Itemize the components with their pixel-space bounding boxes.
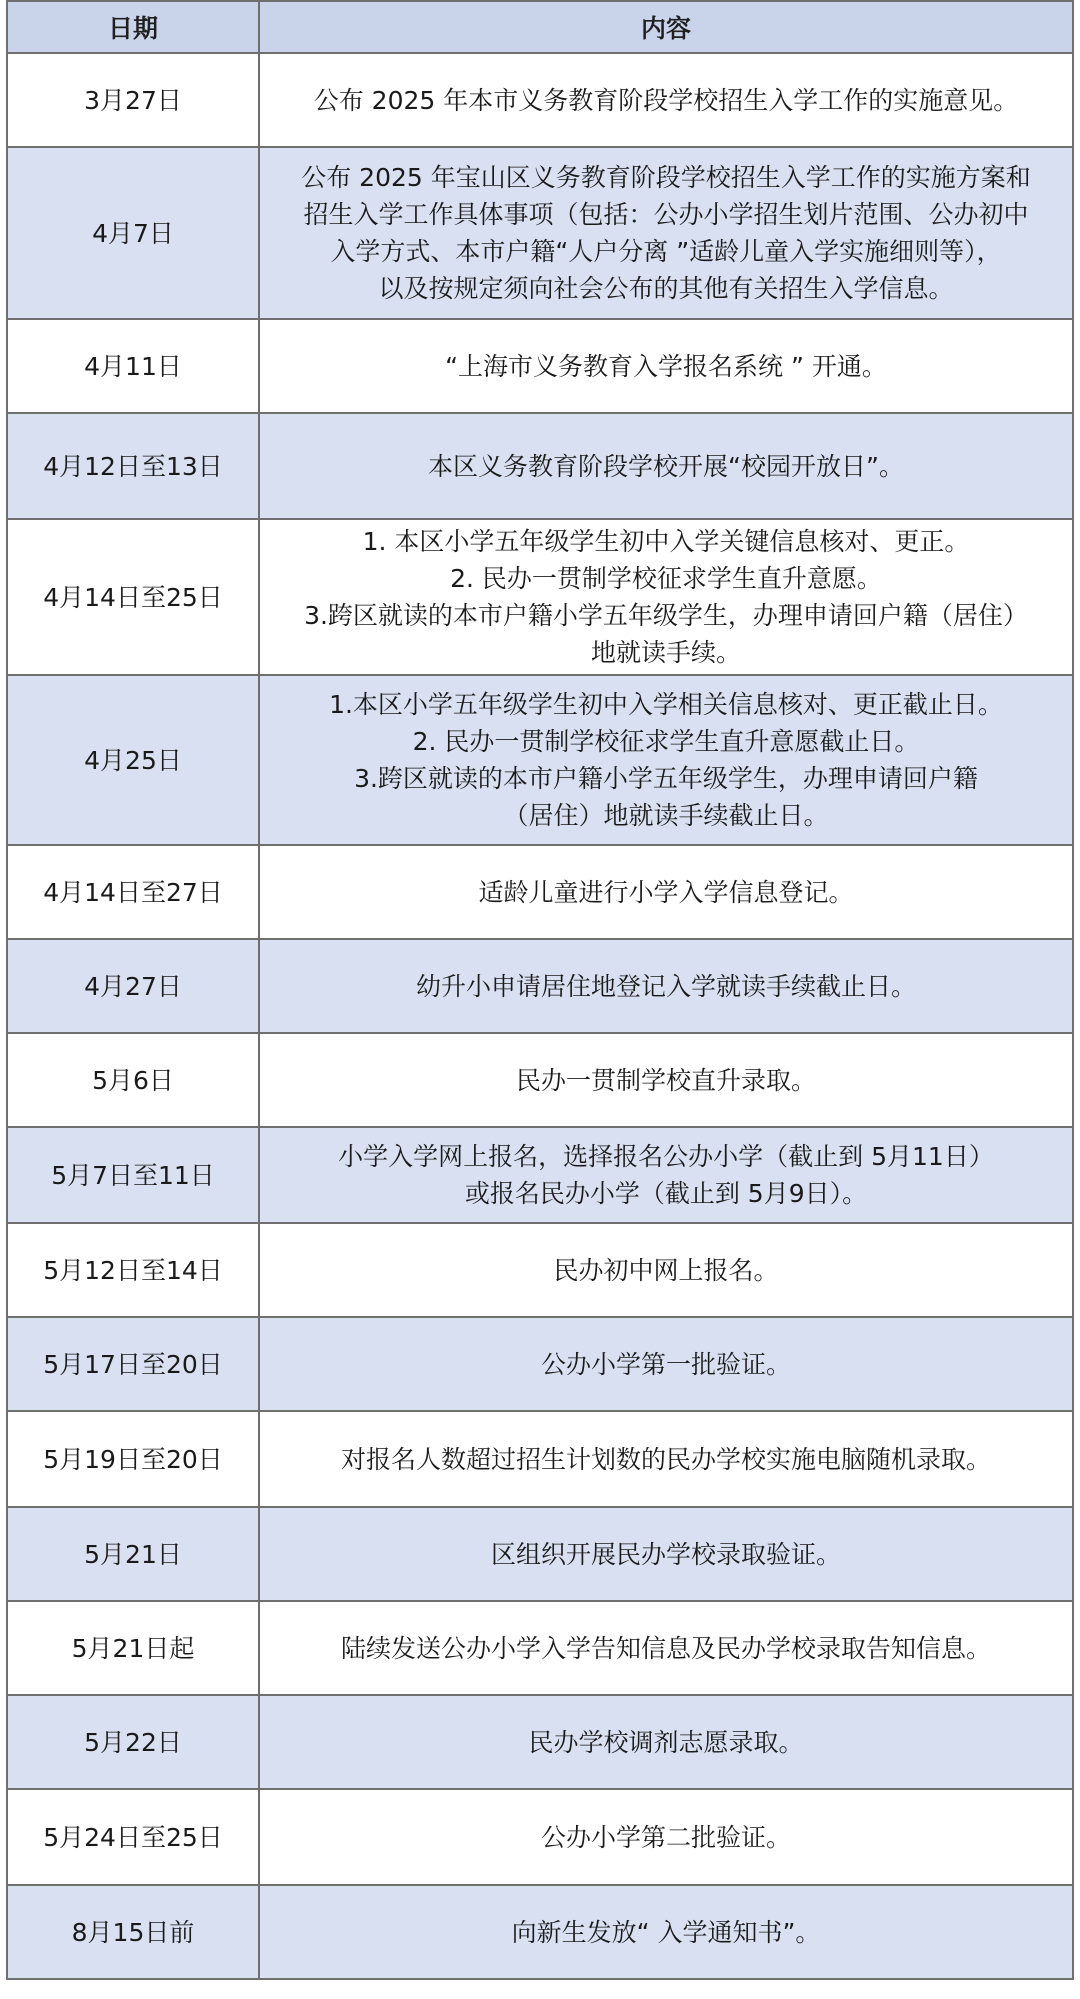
content-line: 1. 本区小学五年级学生初中入学关键信息核对、更正。 — [362, 527, 970, 556]
row-date-cell: 3月27日 — [7, 53, 259, 147]
content-line: 陆续发送公办小学入学告知信息及民办学校录取告知信息。 — [340, 1633, 991, 1663]
content-line: 公布 2025 年宝山区义务教育阶段学校招生入学工作的实施方案和 — [301, 163, 1031, 192]
content-line: 适龄儿童进行小学入学信息登记。 — [478, 877, 854, 907]
column-header-date: 日期 — [7, 1, 259, 53]
row-content-cell — [259, 1033, 1073, 1127]
row-date-cell: 4月27日 — [7, 939, 259, 1033]
content-line: 本区义务教育阶段学校开展“校园开放日”。 — [428, 451, 904, 481]
content-line: 3.跨区就读的本市户籍小学五年级学生，办理申请回户籍 — [354, 764, 978, 793]
row-date-cell: 8月15日前 — [7, 1885, 259, 1979]
content-line: 2. 民办一贯制学校征求学生直升意愿。 — [450, 564, 882, 593]
table-row — [7, 1223, 1073, 1317]
content-line: 对报名人数超过招生计划数的民办学校实施电脑随机录取。 — [340, 1444, 991, 1474]
row-content-cell — [259, 53, 1073, 147]
row-content-cell — [259, 147, 1073, 319]
table-row — [7, 1601, 1073, 1695]
table-row — [7, 1127, 1073, 1223]
row-content-cell — [259, 845, 1073, 939]
row-content-cell — [259, 1507, 1073, 1601]
row-date-cell: 5月21日起 — [7, 1601, 259, 1695]
row-date-cell: 5月22日 — [7, 1695, 259, 1789]
content-line: 公办小学第二批验证。 — [540, 1822, 791, 1852]
column-header-content: 内容 — [259, 1, 1073, 53]
table-header-row — [7, 1, 1073, 53]
content-line: 民办初中网上报名。 — [553, 1255, 779, 1285]
row-date-cell: 5月24日至25日 — [7, 1789, 259, 1885]
table-row — [7, 413, 1073, 519]
content-line: 招生入学工作具体事项（包括：公办小学招生划片范围、公办初中 — [303, 200, 1029, 229]
row-date-cell: 5月6日 — [7, 1033, 259, 1127]
row-date-cell: 5月19日至20日 — [7, 1411, 259, 1507]
table-row — [7, 1317, 1073, 1411]
row-date-cell: 4月14日至27日 — [7, 845, 259, 939]
row-content-cell — [259, 1127, 1073, 1223]
content-line: （居住）地就读手续截止日。 — [503, 801, 829, 830]
row-content-cell — [259, 1317, 1073, 1411]
table-row — [7, 1695, 1073, 1789]
row-content-cell — [259, 319, 1073, 413]
row-content-cell — [259, 939, 1073, 1033]
enrollment-schedule-table — [6, 0, 1074, 1980]
table-body — [7, 53, 1073, 1979]
schedule-document — [6, 0, 1072, 1980]
content-line: 公布 2025 年本市义务教育阶段学校招生入学工作的实施意见。 — [313, 85, 1019, 115]
content-line: 区组织开展民办学校录取验证。 — [490, 1539, 841, 1569]
content-line: 幼升小申请居住地登记入学就读手续截止日。 — [415, 971, 916, 1001]
row-date-cell: 4月14日至25日 — [7, 519, 259, 675]
row-date-cell: 5月17日至20日 — [7, 1317, 259, 1411]
row-date-cell: 5月21日 — [7, 1507, 259, 1601]
row-content-cell — [259, 1223, 1073, 1317]
row-content-cell — [259, 675, 1073, 845]
table-row — [7, 845, 1073, 939]
content-line: “上海市义务教育入学报名系统 ” 开通。 — [445, 351, 887, 381]
content-line: 1.本区小学五年级学生初中入学相关信息核对、更正截止日。 — [329, 690, 1003, 719]
row-date-cell: 4月12日至13日 — [7, 413, 259, 519]
table-row — [7, 319, 1073, 413]
row-content-cell — [259, 1789, 1073, 1885]
table-row — [7, 1885, 1073, 1979]
row-date-cell: 4月7日 — [7, 147, 259, 319]
table-row — [7, 675, 1073, 845]
table-row — [7, 53, 1073, 147]
row-content-cell — [259, 519, 1073, 675]
content-line: 民办学校调剂志愿录取。 — [528, 1727, 804, 1757]
row-date-cell: 4月11日 — [7, 319, 259, 413]
row-content-cell — [259, 413, 1073, 519]
content-line: 公办小学第一批验证。 — [540, 1349, 791, 1379]
row-content-cell — [259, 1885, 1073, 1979]
row-date-cell: 5月12日至14日 — [7, 1223, 259, 1317]
content-line: 以及按规定须向社会公布的其他有关招生入学信息。 — [378, 274, 954, 303]
table-row — [7, 1411, 1073, 1507]
row-date-cell: 4月25日 — [7, 675, 259, 845]
content-line: 民办一贯制学校直升录取。 — [515, 1065, 816, 1095]
content-line: 向新生发放“ 入学通知书”。 — [511, 1917, 821, 1947]
row-content-cell — [259, 1695, 1073, 1789]
content-line: 3.跨区就读的本市户籍小学五年级学生，办理申请回户籍（居住） — [304, 601, 1028, 630]
content-line: 地就读手续。 — [590, 638, 741, 667]
table-row — [7, 1507, 1073, 1601]
row-date-cell: 5月7日至11日 — [7, 1127, 259, 1223]
table-row — [7, 1033, 1073, 1127]
table-row — [7, 939, 1073, 1033]
content-line: 小学入学网上报名，选择报名公办小学（截止到 5月11日） — [338, 1142, 994, 1171]
table-row — [7, 147, 1073, 319]
table-row — [7, 519, 1073, 675]
table-row — [7, 1789, 1073, 1885]
content-line: 入学方式、本市户籍“人户分离 ”适龄儿童入学实施细则等）， — [330, 237, 1002, 266]
content-line: 或报名民办小学（截止到 5月9日）。 — [464, 1179, 868, 1208]
row-content-cell — [259, 1411, 1073, 1507]
content-line: 2. 民办一贯制学校征求学生直升意愿截止日。 — [412, 727, 920, 756]
row-content-cell — [259, 1601, 1073, 1695]
